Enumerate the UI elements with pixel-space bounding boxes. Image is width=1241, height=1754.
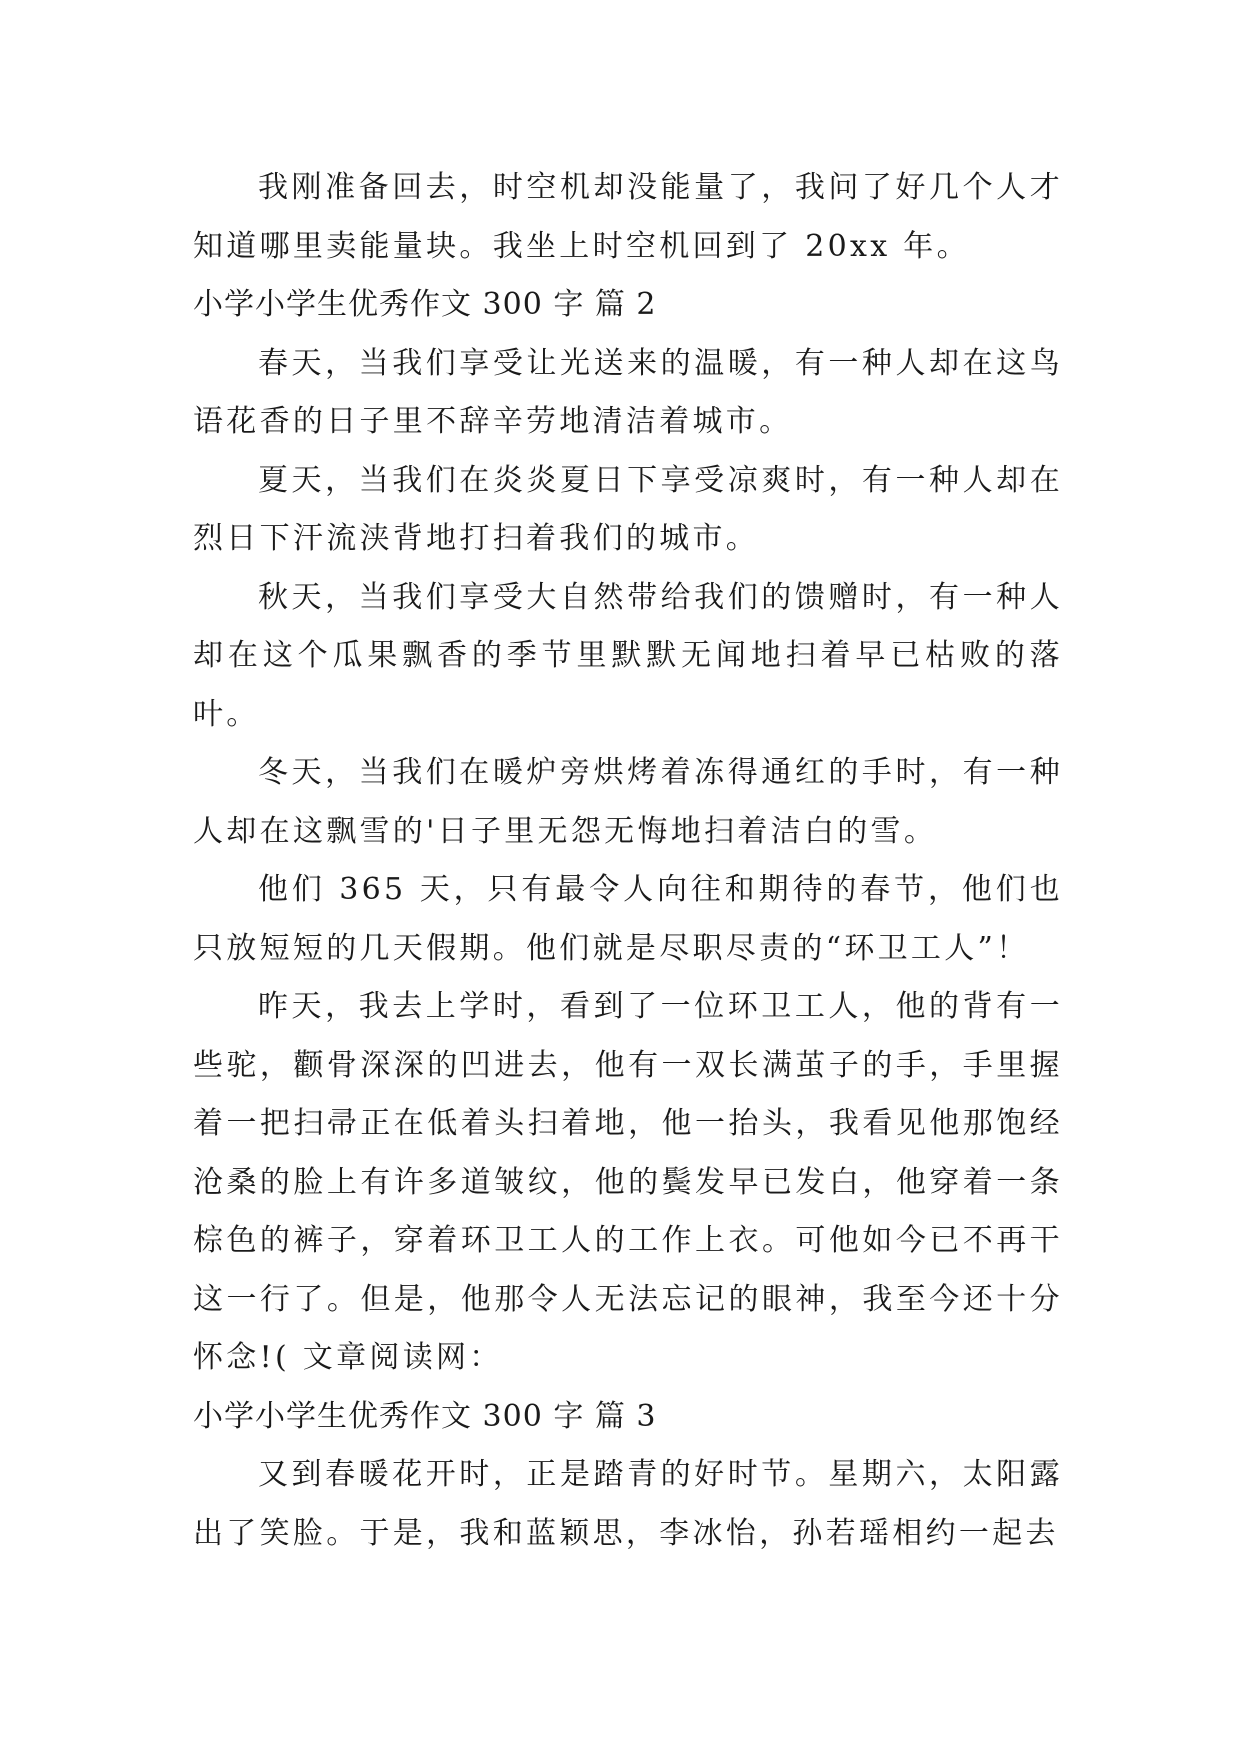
paragraph: 又到春暖花开时，正是踏青的好时节。星期六，太阳露出了笑脸。于是，我和蓝颖思，李冰怡，孙若瑶相约一起去: [193, 1457, 1063, 1551]
paragraph: 夏天，当我们在炎炎夏日下享受凉爽时，有一种人却在烈日下汗流浃背地打扫着我们的城市。: [193, 462, 1063, 556]
section-heading: 小学小学生优秀作文 300 字 篇 3: [193, 1398, 657, 1434]
paragraph: 春天，当我们享受让光送来的温暖，有一种人却在这鸟语花香的日子里不辞辛劳地清洁着城市。: [193, 345, 1063, 439]
paragraph: 昨天，我去上学时，看到了一位环卫工人，他的背有一些驼，颧骨深深的凹进去，他有一双长满茧子的手，手里握着一把扫帚正在低着头扫着地，他一抬头，我看见他那饱经沧桑的脸上有许多道皱纹，他的鬓发早已发白，他穿着一条棕色的裤子，穿着环卫工人的工作上衣。可他如今已不再干这一行了。但是，他那令人无法忘记的眼神，我至今还十分怀念!( 文章阅读网：: [193, 989, 1063, 1375]
section-heading: 小学小学生优秀作文 300 字 篇 2: [193, 287, 657, 322]
paragraph: 冬天，当我们在暖炉旁烘烤着冻得通红的手时，有一种人却在这飘雪的'日子里无怨无悔地扫着洁白的雪。: [193, 755, 1063, 849]
paragraph: 我刚准备回去，时空机却没能量了，我问了好几个人才知道哪里卖能量块。我坐上时空机回到了 20xx 年。: [193, 170, 1063, 264]
document-body: [193, 159, 1063, 1563]
paragraph: 秋天，当我们享受大自然带给我们的馈赠时，有一种人却在这个瓜果飘香的季节里默默无闻地扫着早已枯败的落叶。: [193, 579, 1063, 732]
paragraph: 他们 365 天，只有最令人向往和期待的春节，他们也只放短短的几天假期。他们就是尽职尽责的“环卫工人”！: [193, 872, 1063, 966]
